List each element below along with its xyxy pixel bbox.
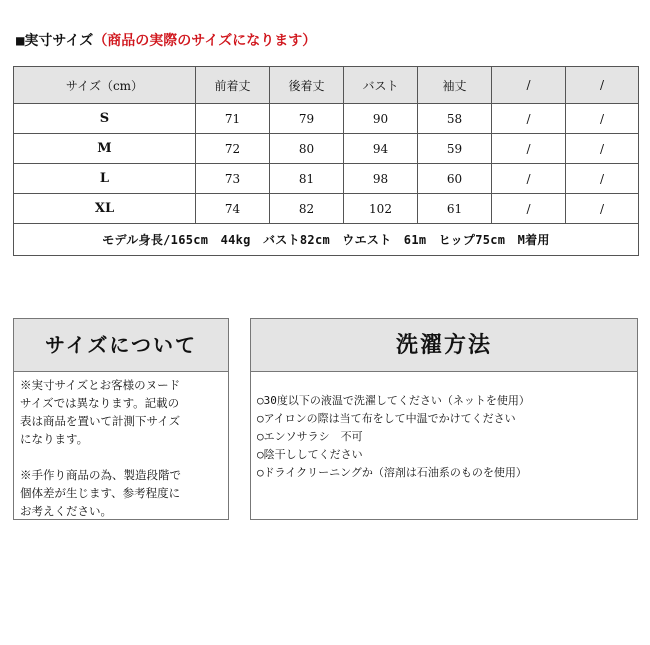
size-note-box	[13, 318, 229, 520]
washing-item: ○エンソサラシ 不可	[257, 430, 363, 443]
size-note-line: になります。	[20, 432, 89, 446]
size-cell: S	[14, 104, 196, 134]
size-note-line: 表は商品を置いて計測下サイズ	[20, 414, 181, 428]
size-cell: L	[14, 164, 196, 194]
blank-cell: /	[566, 194, 639, 224]
blank-cell: /	[492, 194, 566, 224]
washing-box	[250, 318, 638, 520]
header-front-length: 前着丈	[196, 67, 270, 104]
table-row	[14, 194, 639, 224]
header-blank-1: /	[492, 67, 566, 104]
sleeve-cell: 58	[418, 104, 492, 134]
blank-cell: /	[566, 134, 639, 164]
size-note-line: ※手作り商品の為、製造段階で	[20, 468, 181, 482]
washing-body	[251, 372, 637, 486]
front-length-cell: 71	[196, 104, 270, 134]
blank-cell: /	[566, 164, 639, 194]
blank-cell: /	[492, 134, 566, 164]
header-sleeve: 袖丈	[418, 67, 492, 104]
header-size: サイズ（cm）	[14, 67, 196, 104]
back-length-cell: 82	[270, 194, 344, 224]
size-note-body	[14, 372, 228, 524]
sleeve-cell: 59	[418, 134, 492, 164]
size-table-header-row	[14, 67, 639, 104]
size-table	[13, 66, 639, 256]
size-note-line: 個体差が生じます、参考程度に	[20, 486, 181, 500]
front-length-cell: 74	[196, 194, 270, 224]
size-cell: M	[14, 134, 196, 164]
size-note-line: ※実寸サイズとお客様のヌード	[20, 378, 181, 392]
table-row	[14, 134, 639, 164]
table-row	[14, 164, 639, 194]
blank-cell: /	[492, 104, 566, 134]
sleeve-cell: 60	[418, 164, 492, 194]
bust-cell: 94	[344, 134, 418, 164]
header-blank-2: /	[566, 67, 639, 104]
blank-cell: /	[492, 164, 566, 194]
back-length-cell: 81	[270, 164, 344, 194]
header-bust: バスト	[344, 67, 418, 104]
washing-item: ○陰干ししてください	[257, 448, 363, 461]
blank-cell: /	[566, 104, 639, 134]
size-note-line: お考えください。	[20, 504, 112, 518]
size-note-line: サイズでは異なります。記載の	[20, 396, 180, 410]
bust-cell: 102	[344, 194, 418, 224]
size-heading-label: ■実寸サイズ	[16, 33, 94, 49]
model-info: モデル身長/165cm 44kg バスト82cm ウエスト 61m ヒップ75cm M着用	[14, 224, 639, 256]
front-length-cell: 72	[196, 134, 270, 164]
washing-title: 洗濯方法	[251, 319, 637, 372]
header-back-length: 後着丈	[270, 67, 344, 104]
front-length-cell: 73	[196, 164, 270, 194]
size-note-title: サイズについて	[14, 319, 228, 372]
washing-item: ○ドライクリーニングか（溶剤は石油系のものを使用）	[257, 466, 527, 479]
size-heading-note: （商品の実際のサイズになります）	[93, 33, 317, 49]
sleeve-cell: 61	[418, 194, 492, 224]
back-length-cell: 79	[270, 104, 344, 134]
washing-item: ○アイロンの際は当て布をして中温でかけてください	[257, 412, 516, 425]
back-length-cell: 80	[270, 134, 344, 164]
table-row	[14, 104, 639, 134]
washing-item: ○30度以下の液温で洗濯してください（ネットを使用）	[257, 394, 530, 407]
size-heading	[16, 30, 316, 50]
bust-cell: 98	[344, 164, 418, 194]
bust-cell: 90	[344, 104, 418, 134]
size-cell: XL	[14, 194, 196, 224]
model-info-row	[14, 224, 639, 256]
